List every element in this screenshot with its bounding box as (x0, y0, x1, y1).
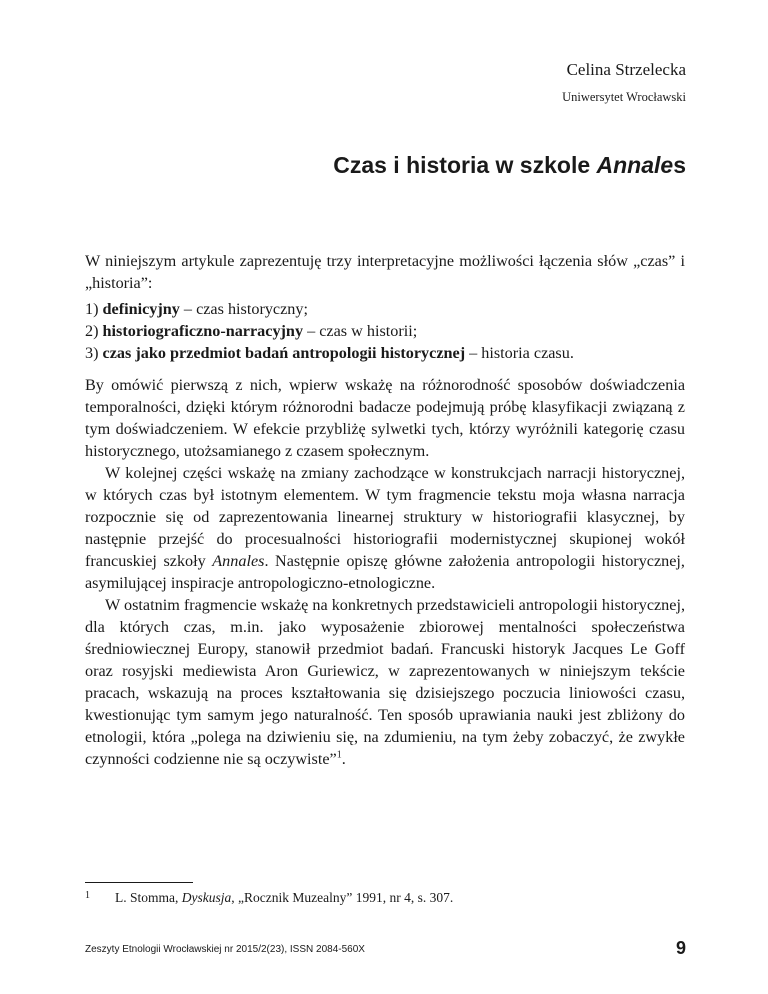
paragraph-3-end: . (341, 750, 346, 768)
list-item-number: 3) (85, 344, 103, 362)
title-suffix: s (673, 152, 686, 178)
journal-citation: Zeszyty Etnologii Wrocławskiej nr 2015/2(23), ISSN 2084-560X (85, 944, 365, 955)
list-item (85, 342, 685, 364)
list-item-description: – czas w historii; (303, 322, 418, 340)
article-title (333, 152, 686, 179)
footnote-text-end: , „Rocznik Muzealny” 1991, nr 4, s. 307. (231, 890, 454, 905)
title-italic: Annale (596, 152, 674, 178)
footnote-number: 1 (85, 890, 90, 901)
footnote-italic: Dyskusja (181, 890, 232, 905)
page-number: 9 (675, 938, 686, 958)
intro-paragraph: W niniejszym artykule zaprezentuję trzy interpretacyjne możliwości łączenia słów „czas” i „historia”: (85, 252, 685, 292)
footnote-divider (85, 882, 193, 883)
paragraph-3 (85, 594, 685, 770)
paragraph-2-end: . Następnie opiszę główne założenia antropologii historycznej, asymilującej inspiracje antropologiczno-etnologiczne. (85, 552, 685, 592)
paragraph-2-italic: Annales (212, 552, 265, 570)
list-item (85, 298, 685, 320)
list-item-number: 2) (85, 322, 103, 340)
list-item-term: definicyjny (102, 300, 180, 318)
paragraph-2 (85, 462, 685, 594)
footnote-reference[interactable]: 1 (336, 749, 342, 761)
interpretation-list (85, 298, 685, 364)
paragraph-1: By omówić pierwszą z nich, wpierw wskażę na różnorodność sposobów doświadczenia temporalności, dzięki którym różnorodni badacze podejmują próbę klasyfikacji związaną z tym doświadczeniem. W efekcie przybliżę sylwetki tych, którzy wyróżnili kategorię czasu historycznego, utożsamianego z czasem społecznym. (85, 376, 685, 460)
main-body (85, 374, 685, 770)
list-item-term: czas jako przedmiot badań antropologii historycznej (102, 344, 466, 362)
list-item-term: historiograficzno-narracyjny (102, 322, 304, 340)
footnote (85, 890, 453, 906)
author-affiliation: Uniwersytet Wrocławski (562, 90, 686, 104)
paragraph-2-text: W kolejnej części wskażę na zmiany zachodzące w konstrukcjach narracji historycznej, w których czas był istotnym elementem. W tym fragmencie tekstu moja własna narracja rozpocznie się od zaprezentowania linearnej struktury w historiografii klasycznej, by następnie przejść do procesualności historiografii modernistycznej skupionej wokół francuskiej szkoły (85, 464, 685, 570)
list-item-description: – historia czasu. (465, 344, 574, 362)
author-name: Celina Strzelecka (566, 60, 686, 79)
paragraph-3-text: W ostatnim fragmencie wskażę na konkretnych przedstawicieli antropologii historycznej, dla których czas, m.in. jako wyposażenie zbiorowej mentalności społeczeństwa średniowiecznej Europy, stanowił przedmiot badań. Francuski historyk Jacques Le Goff oraz rosyjski mediewista Aron Guriewicz, w zaprezentowanych w niniejszym tekście pracach, wskazują na proces kształtowania się dzisiejszego poczucia liniowości czasu, kwestionując tym samym jego naturalność. Ten sposób uprawiania nauki jest zbliżony do etnologii, która „polega na dziwieniu się, na zdumieniu, na tym żeby zobaczyć, że zwykłe czynności codzienne nie są oczywiste” (85, 596, 686, 768)
list-item (85, 320, 685, 342)
footnote-text: L. Stomma, (115, 890, 182, 905)
title-main: Czas i historia w szkole (333, 152, 597, 178)
list-item-description: – czas historyczny; (179, 300, 308, 318)
list-item-number: 1) (85, 300, 103, 318)
